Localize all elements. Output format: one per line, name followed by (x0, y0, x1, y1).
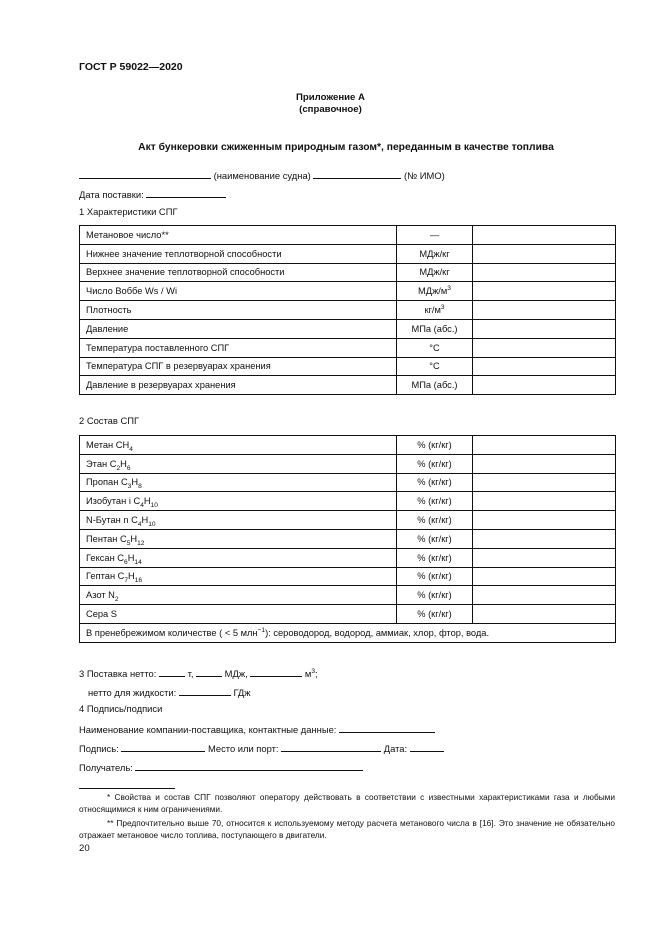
table-row (80, 492, 616, 511)
footnote-1: * Свойства и состав СПГ позволяют оператору действовать в соответствии с известными характеристиками газа и любыми относящимися к ним ограничениями. (79, 792, 615, 814)
parameter-name (80, 263, 397, 282)
component-unit-text: % (кг/кг) (417, 477, 452, 488)
table-row (80, 454, 616, 473)
parameter-unit (397, 244, 473, 263)
negligible-note (80, 623, 616, 642)
formula-hydrogen: H (128, 571, 135, 582)
formula-hydrogen: H (120, 458, 127, 469)
recipient-label: Получатель: (79, 762, 133, 773)
component-name (80, 492, 397, 511)
section4-heading: 4 Подпись/подписи (79, 703, 163, 714)
formula-subscript: 2 (114, 596, 119, 604)
parameter-name-text: Давление в резервуарах хранения (86, 380, 236, 391)
parameter-name-text: Число Воббе Ws / Wi (86, 286, 178, 297)
vessel-caption: (наименование судна) (213, 170, 311, 181)
component-value-cell[interactable] (473, 473, 616, 492)
table-row (80, 244, 616, 263)
parameter-unit-text: — (429, 229, 440, 240)
parameter-name (80, 376, 397, 395)
component-unit-text: % (кг/кг) (417, 515, 452, 526)
table-row (80, 263, 616, 282)
parameter-unit (397, 338, 473, 357)
component-unit-text: % (кг/кг) (417, 439, 452, 450)
delivery-date-blank[interactable] (146, 187, 226, 198)
mj-blank[interactable] (196, 666, 222, 677)
component-name-text: Этан C (86, 458, 117, 469)
net-delivery-line (79, 666, 318, 679)
liquid-gj-blank[interactable] (179, 685, 231, 696)
component-name-text: Пропан C (86, 477, 128, 488)
formula-subscript: 2 (116, 464, 121, 472)
component-unit (397, 454, 473, 473)
parameter-unit-text: МДж/м (418, 286, 448, 297)
component-name-text: N-Бутан n C (86, 515, 138, 526)
parameter-name-text: Верхнее значение теплотворной способности (86, 267, 285, 278)
lng-composition-table (79, 435, 616, 643)
formula-hydrogen: H (143, 496, 151, 507)
company-label: Наименование компании-поставщика, контактные данные: (79, 724, 337, 735)
formula-subscript: 10 (148, 520, 156, 528)
signature-label: Подпись: (79, 743, 119, 754)
section2-heading: 2 Состав СПГ (79, 415, 140, 426)
parameter-value-cell[interactable] (473, 357, 616, 376)
unit-superscript: 3 (440, 303, 445, 311)
delivery-date-line (79, 187, 226, 200)
recipient-blank[interactable] (135, 760, 363, 771)
signature-line (79, 741, 444, 754)
parameter-value-cell[interactable] (473, 301, 616, 320)
component-unit (397, 529, 473, 548)
component-unit-text: % (кг/кг) (417, 533, 452, 544)
component-name-text: Сера S (86, 609, 118, 620)
negligible-text-a: В пренебрежимом количестве ( < 5 млн (86, 627, 258, 638)
date-blank[interactable] (410, 741, 444, 752)
component-unit (397, 473, 473, 492)
component-value-cell[interactable] (473, 567, 616, 586)
table-row (80, 357, 616, 376)
parameter-name-text: Нижнее значение теплотворной способности (86, 248, 282, 259)
formula-subscript: 7 (124, 577, 129, 585)
negligible-text-b: ): сероводород, водород, аммиак, хлор, фтор, вода. (265, 627, 490, 638)
appendix-title: Приложение А (296, 92, 365, 103)
footnote-rule (79, 788, 175, 789)
table-row (80, 282, 616, 301)
parameter-name-text: Температура поставленного СПГ (86, 342, 230, 353)
component-value-cell[interactable] (473, 529, 616, 548)
parameter-name-text: Метановое число** (86, 229, 169, 240)
component-unit-text: % (кг/кг) (417, 458, 452, 469)
component-unit-text: % (кг/кг) (417, 552, 452, 563)
table-row (80, 529, 616, 548)
parameter-value-cell[interactable] (473, 226, 616, 245)
unit-superscript: 3 (447, 285, 451, 293)
parameter-unit (397, 376, 473, 395)
formula-subscript: 4 (129, 445, 133, 453)
component-unit (397, 511, 473, 530)
table-row (80, 301, 616, 320)
component-name (80, 511, 397, 530)
m3-blank[interactable] (250, 666, 302, 677)
parameter-unit (397, 263, 473, 282)
component-unit-text: % (кг/кг) (417, 590, 452, 601)
formula-subscript: 3 (127, 483, 132, 491)
table-row (80, 436, 616, 455)
parameter-unit-text: кг/м (424, 305, 441, 316)
section1-heading: 1 Характеристики СПГ (79, 206, 178, 217)
place-label: Место или порт: (207, 743, 279, 754)
m3-unit: $м^3$; (304, 667, 318, 679)
formula-subscript: 16 (134, 577, 143, 585)
parameter-unit-text: °С (429, 342, 440, 353)
appendix-subtitle: (справочное) (299, 104, 362, 115)
formula-subscript: 6 (126, 464, 131, 472)
component-name (80, 454, 397, 473)
table-row (80, 226, 616, 245)
parameter-unit-text: МПа (абс.) (411, 380, 458, 391)
liquid-unit: ГДж (233, 687, 251, 698)
footnote-2: ** Предпочтительно выше 70, относится к используемому методу расчета метанового числа в [16]. Это значение не обязательно отражает метановое число топлива, поступающего в двигатели. (79, 818, 615, 840)
parameter-value-cell[interactable] (473, 282, 616, 301)
component-unit (397, 605, 473, 624)
parameter-value-cell[interactable] (473, 376, 616, 395)
component-value-cell[interactable] (473, 586, 616, 605)
date-label: Дата: (383, 743, 408, 754)
component-unit (397, 492, 473, 511)
component-unit (397, 548, 473, 567)
lng-characteristics-table (79, 225, 616, 395)
parameter-unit-text: МПа (абс.) (411, 323, 458, 334)
formula-subscript: 10 (150, 502, 158, 510)
standard-header: ГОСТ Р 59022—2020 (79, 61, 183, 73)
parameter-unit-text: °С (429, 361, 440, 372)
table-row (80, 338, 616, 357)
parameter-unit (397, 226, 473, 245)
vessel-line (79, 168, 445, 181)
parameter-name-text: Температура СПГ в резервуарах хранения (86, 361, 271, 372)
table-row (80, 511, 616, 530)
formula-subscript: 4 (140, 502, 144, 510)
signature-blank[interactable] (121, 741, 205, 752)
component-value-cell[interactable] (473, 511, 616, 530)
component-unit-text: % (кг/кг) (417, 609, 452, 620)
component-name (80, 436, 397, 455)
parameter-value-cell[interactable] (473, 319, 616, 338)
component-name (80, 567, 397, 586)
component-unit (397, 567, 473, 586)
negligible-superscript: −1 (257, 626, 266, 634)
parameter-unit-text: МДж/кг (419, 248, 450, 259)
formula-hydrogen: H (127, 552, 135, 563)
table-row (80, 548, 616, 567)
table-row (80, 319, 616, 338)
component-name-text: Метан CH (86, 439, 130, 450)
component-value-cell[interactable] (473, 605, 616, 624)
act-title: Акт бункеровки сжиженным природным газом*, переданным в качестве топлива (138, 142, 554, 153)
tonnes-blank[interactable] (159, 666, 185, 677)
liquid-net-label: нетто для жидкости: (88, 687, 177, 698)
company-blank[interactable] (339, 722, 435, 733)
table-row (80, 567, 616, 586)
imo-caption: (№ ИМО) (404, 170, 445, 181)
component-value-cell[interactable] (473, 548, 616, 567)
company-line (79, 722, 435, 735)
component-name-text: Изобутан i C (86, 496, 141, 507)
formula-hydrogen: H (130, 533, 138, 544)
recipient-line (79, 760, 363, 773)
component-value-cell[interactable] (473, 436, 616, 455)
table-row (80, 586, 616, 605)
parameter-name (80, 244, 397, 263)
page-number: 20 (79, 843, 90, 854)
formula-subscript: 12 (137, 539, 145, 547)
negligible-row (80, 623, 616, 642)
parameter-value-cell[interactable] (473, 244, 616, 263)
formula-hydrogen: H (131, 477, 139, 488)
table-row (80, 605, 616, 624)
parameter-name-text: Давление (86, 323, 129, 334)
imo-blank[interactable] (313, 168, 401, 179)
component-name (80, 586, 397, 605)
parameter-name (80, 319, 397, 338)
formula-hydrogen: H (141, 515, 149, 526)
parameter-name (80, 226, 397, 245)
parameter-unit-text: МДж/кг (419, 267, 450, 278)
component-unit (397, 586, 473, 605)
tonnes-unit: т, (187, 668, 194, 679)
component-value-cell[interactable] (473, 454, 616, 473)
net-delivery-label: 3 Поставка нетто: (79, 668, 157, 679)
place-blank[interactable] (281, 741, 381, 752)
component-name-text: Гептан C (86, 571, 125, 582)
parameter-name (80, 338, 397, 357)
component-unit (397, 436, 473, 455)
formula-subscript: 14 (134, 558, 142, 566)
component-name-text: Пентан C (86, 533, 127, 544)
formula-subscript: 6 (124, 558, 128, 566)
table-row (80, 473, 616, 492)
table-row (80, 376, 616, 395)
formula-subscript: 4 (137, 520, 142, 528)
vessel-name-blank[interactable] (79, 168, 211, 179)
component-name-text: Гексан C (86, 552, 125, 563)
mj-unit: МДж, (224, 668, 248, 679)
liquid-net-line (88, 685, 251, 698)
component-unit-text: % (кг/кг) (417, 571, 452, 582)
parameter-name (80, 357, 397, 376)
parameter-value-cell[interactable] (473, 338, 616, 357)
delivery-date-label: Дата поставки: (79, 189, 144, 200)
component-name (80, 529, 397, 548)
component-value-cell[interactable] (473, 492, 616, 511)
parameter-value-cell[interactable] (473, 263, 616, 282)
component-name (80, 605, 397, 624)
component-unit-text: % (кг/кг) (417, 496, 452, 507)
formula-subscript: 8 (138, 483, 142, 491)
formula-subscript: 5 (126, 539, 131, 547)
component-name (80, 548, 397, 567)
parameter-unit (397, 301, 473, 320)
parameter-name (80, 282, 397, 301)
parameter-name (80, 301, 397, 320)
parameter-unit (397, 357, 473, 376)
component-name-text: Азот N (86, 590, 115, 601)
parameter-name-text: Плотность (86, 305, 132, 316)
component-name (80, 473, 397, 492)
parameter-unit (397, 319, 473, 338)
parameter-unit (397, 282, 473, 301)
